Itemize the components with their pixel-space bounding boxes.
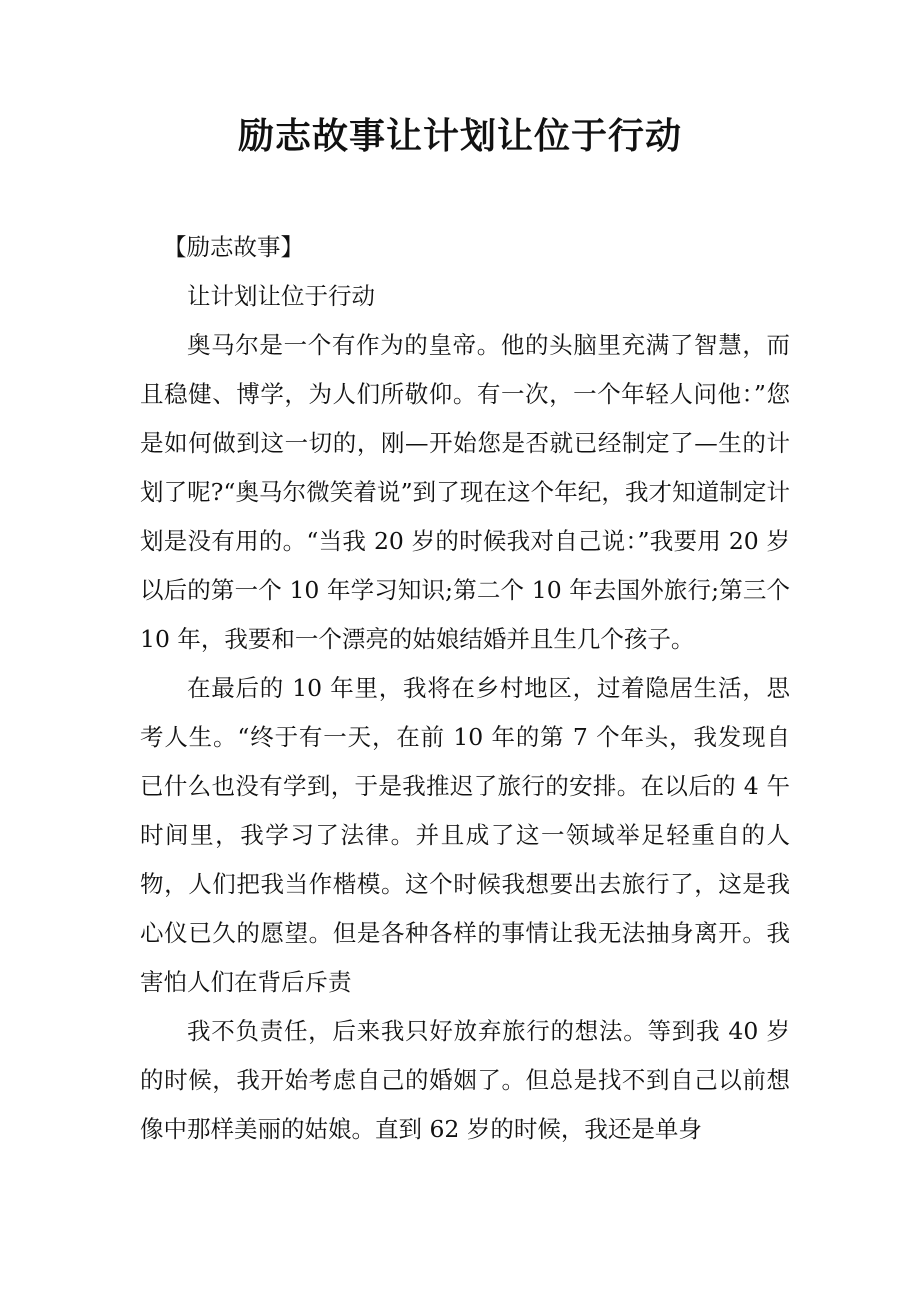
story-subtitle: 让计划让位于行动 — [187, 282, 375, 310]
paragraph-2: 在最后的 10 年里，我将在乡村地区，过着隐居生活，思考人生。“终于有一天，在前 10 年的第 7 个年头，我发现自已什么也没有学到，于是我推迟了旅行的安排。在以后的 4 午时间里，我学习了法律。并且成了这一领域举足轻重自的人物，人们把我当作楷模。这个时候我想要出去旅行了，这是我心仪已久的愿望。但是各种各样的事情让我无法抽身离开。我害怕人们在背后斥责 — [140, 674, 790, 996]
paragraph-1: 奥马尔是一个有作为的皇帝。他的头脑里充满了智慧，而且稳健、博学，为人们所敬仰。有一次，一个年轻人问他：”您是如何做到这一切的，刚—开始您是否就已经制定了—生的计划了呢?“奥马尔微笑着说”到了现在这个年纪，我才知道制定计划是没有用的。“当我 20 岁的时候我对自己说：”我要用 20 岁以后的第一个 10 年学习知识;第二个 10 年去国外旅行;第三个 10 年，我要和一个漂亮的姑娘结婚并且生几个孩子。 — [140, 331, 790, 653]
paragraph-3: 我不负责任，后来我只好放弃旅行的想法。等到我 40 岁的时候，我开始考虑自己的婚姻了。但总是找不到自己以前想像中那样美丽的姑娘。直到 62 岁的时候，我还是单身 — [140, 1017, 790, 1143]
document-body — [140, 223, 790, 1154]
section-heading: 【励志故事】 — [163, 233, 304, 261]
document-title: 励志故事让计划让位于行动 — [237, 115, 682, 157]
